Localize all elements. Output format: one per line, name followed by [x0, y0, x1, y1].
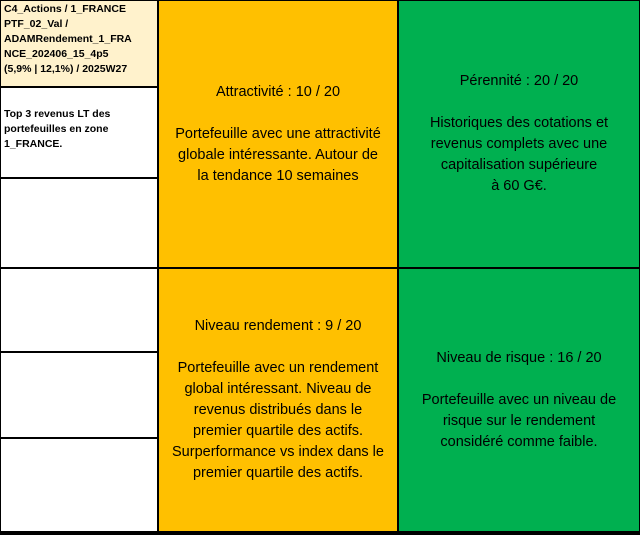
perennite-line: revenus complets avec une — [430, 136, 608, 152]
perennite-line: capitalisation supérieure — [440, 157, 598, 173]
rendement-line: premier quartile des actifs. — [192, 423, 364, 439]
rendement-description — [172, 358, 384, 484]
portfolio-note-cell — [0, 87, 158, 178]
perennite-line: Historiques des cotations et — [429, 115, 609, 131]
portfolio-header-line: C4_Actions / 1_FRANCE — [4, 3, 126, 15]
portfolio-header-line: ADAMRendement_1_FRA — [4, 33, 132, 45]
empty-cell — [0, 178, 158, 268]
risque-line: considéré comme faible. — [440, 433, 598, 450]
empty-cell — [0, 268, 158, 352]
perennite-description — [430, 113, 608, 197]
perennite-line: à 60 G€. — [491, 178, 547, 194]
attractivite-line: Portefeuille avec une attractivité — [175, 125, 381, 142]
rendement-title: Niveau rendement : 9 / 20 — [194, 318, 362, 334]
risque-line: risque sur le rendement — [442, 412, 596, 429]
rendement-line: global intéressant. Niveau de — [184, 381, 372, 397]
portfolio-header-line: NCE_202406_15_4p5 — [4, 48, 109, 60]
risque-panel — [398, 268, 640, 532]
portfolio-note-line: portefeuilles en zone — [4, 123, 109, 135]
risque-title: Niveau de risque : 16 / 20 — [436, 349, 602, 366]
portfolio-header-cell — [0, 0, 158, 87]
attractivite-panel — [158, 0, 398, 268]
rendement-panel — [158, 268, 398, 532]
rendement-line: revenus distribués dans le — [193, 402, 363, 418]
attractivite-description — [175, 124, 381, 187]
risque-description — [422, 390, 616, 453]
portfolio-header-line: PTF_02_Val / — [4, 18, 69, 30]
empty-cell — [0, 438, 158, 532]
portfolio-note-line: Top 3 revenus LT des — [4, 108, 111, 120]
perennite-panel — [398, 0, 640, 268]
rendement-line: Surperformance vs index dans le — [172, 444, 384, 460]
portfolio-note-line: 1_FRANCE. — [4, 138, 63, 150]
risque-line: Portefeuille avec un niveau de — [421, 391, 617, 408]
attractivite-line: globale intéressante. Autour de — [178, 146, 378, 163]
attractivite-line: la tendance 10 semaines — [197, 167, 359, 184]
portfolio-header-line: (5,9% | 12,1%) / 2025W27 — [4, 63, 128, 75]
attractivite-title: Attractivité : 10 / 20 — [215, 83, 341, 100]
rendement-line: premier quartile des actifs. — [192, 465, 364, 481]
empty-cell — [0, 352, 158, 438]
rendement-line: Portefeuille avec un rendement — [177, 360, 379, 376]
perennite-title: Pérennité : 20 / 20 — [459, 73, 579, 89]
